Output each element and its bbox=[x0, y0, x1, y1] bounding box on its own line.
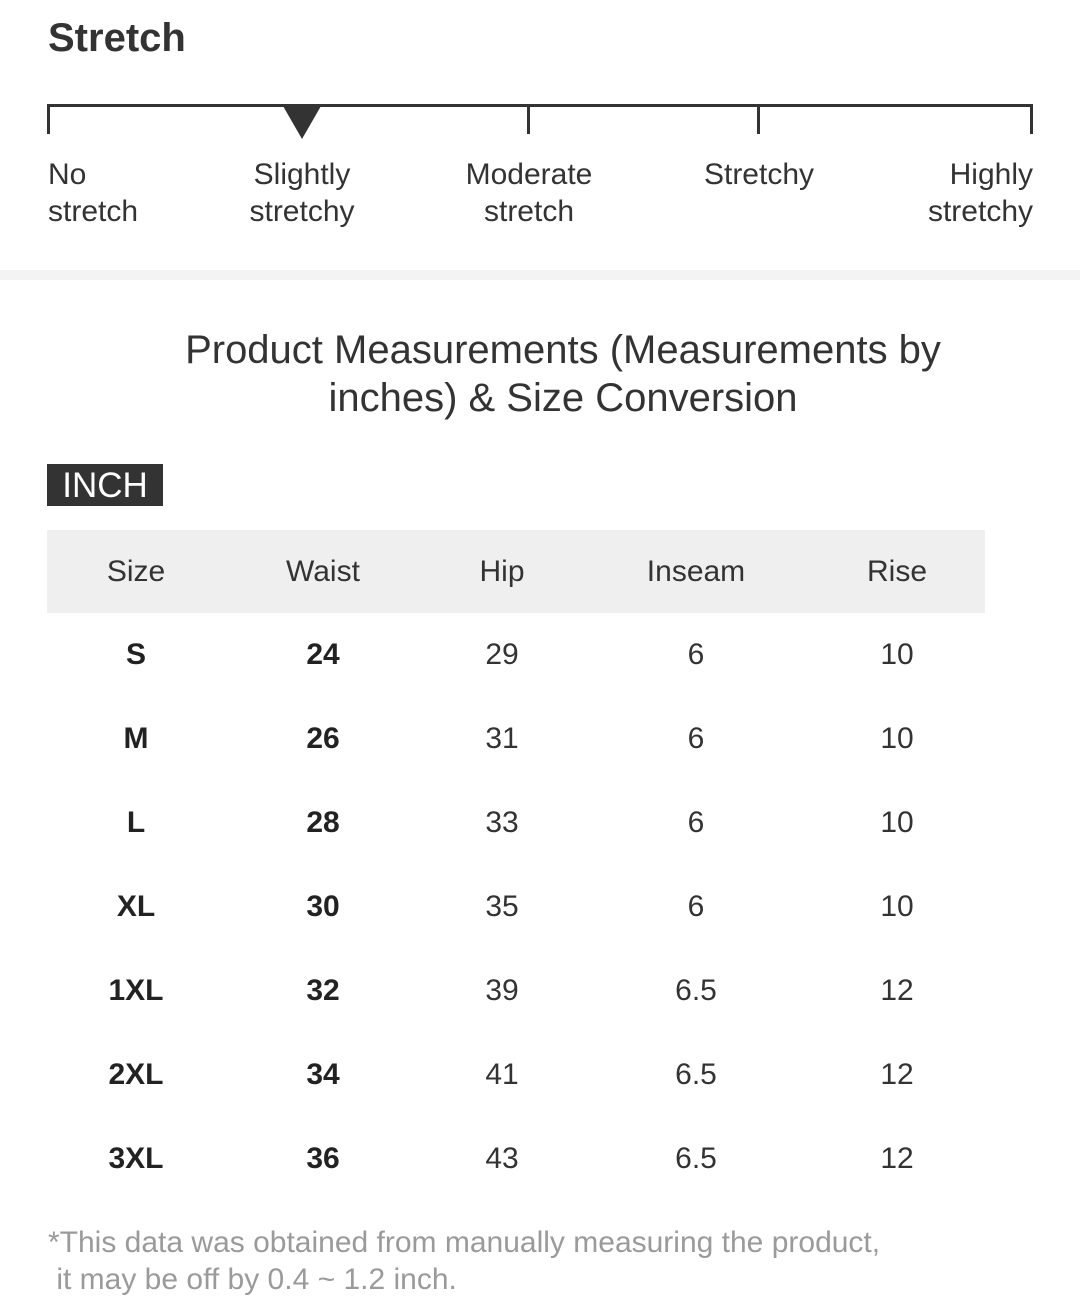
cell-rise: 10 bbox=[880, 890, 914, 923]
stretch-scale-tick bbox=[527, 104, 530, 134]
cell-inseam: 6 bbox=[687, 722, 705, 755]
cell-hip: 31 bbox=[485, 722, 519, 755]
cell-rise: 12 bbox=[880, 974, 914, 1007]
cell-size: XL bbox=[116, 890, 156, 923]
table-header-row bbox=[47, 530, 985, 613]
cell-waist: 24 bbox=[306, 638, 340, 671]
cell-rise: 10 bbox=[880, 722, 914, 755]
table-row bbox=[47, 697, 985, 781]
cell-inseam: 6 bbox=[687, 890, 705, 923]
cell-waist: 36 bbox=[306, 1142, 340, 1175]
cell-hip: 33 bbox=[485, 806, 519, 839]
size-table bbox=[47, 530, 985, 1201]
stretch-label-moderate-stretch: Moderate stretch bbox=[465, 158, 593, 228]
stretch-label-no-stretch: No stretch bbox=[48, 158, 139, 228]
cell-rise: 10 bbox=[880, 638, 914, 671]
cell-hip: 35 bbox=[485, 890, 519, 923]
stretch-label-highly-stretchy: Highly stretchy bbox=[927, 158, 1033, 228]
cell-size: S bbox=[125, 638, 146, 671]
stretch-title: Stretch bbox=[48, 16, 186, 60]
column-header-inseam: Inseam bbox=[583, 530, 809, 613]
cell-hip: 41 bbox=[485, 1058, 519, 1091]
cell-hip: 39 bbox=[485, 974, 519, 1007]
table-row bbox=[47, 1033, 985, 1117]
cell-waist: 28 bbox=[306, 806, 340, 839]
cell-size: 2XL bbox=[108, 1058, 164, 1091]
stretch-label-stretchy: Stretchy bbox=[703, 158, 815, 191]
stretch-selected-marker-icon bbox=[283, 106, 321, 139]
measurements-title: Product Measurements (Measurements by inches) & Size Conversion bbox=[185, 328, 941, 420]
column-header-hip: Hip bbox=[421, 530, 583, 613]
cell-inseam: 6.5 bbox=[675, 1058, 717, 1091]
cell-inseam: 6.5 bbox=[675, 974, 717, 1007]
section-divider bbox=[0, 270, 1080, 280]
stretch-scale-tick bbox=[1030, 104, 1033, 134]
cell-inseam: 6 bbox=[687, 638, 705, 671]
stretch-scale-line bbox=[48, 104, 1033, 107]
cell-rise: 12 bbox=[880, 1142, 914, 1175]
cell-size: 1XL bbox=[108, 974, 164, 1007]
cell-rise: 12 bbox=[880, 1058, 914, 1091]
stretch-label-slightly-stretchy: Slightly stretchy bbox=[249, 158, 355, 228]
cell-waist: 34 bbox=[306, 1058, 340, 1091]
table-row bbox=[47, 949, 985, 1033]
cell-hip: 43 bbox=[485, 1142, 519, 1175]
cell-rise: 10 bbox=[880, 806, 914, 839]
cell-size: M bbox=[123, 722, 149, 755]
column-header-size: Size bbox=[47, 530, 225, 613]
column-header-waist: Waist bbox=[225, 530, 421, 613]
stretch-scale-tick bbox=[757, 104, 760, 134]
column-header-rise: Rise bbox=[809, 530, 985, 613]
cell-waist: 32 bbox=[306, 974, 340, 1007]
cell-waist: 30 bbox=[306, 890, 340, 923]
cell-waist: 26 bbox=[306, 722, 340, 755]
cell-size: L bbox=[126, 806, 146, 839]
cell-size: 3XL bbox=[108, 1142, 164, 1175]
measurement-footnote: *This data was obtained from manually measuring the product, it may be off by 0.4 ~ 1.2 inch. bbox=[48, 1226, 881, 1296]
unit-badge: INCH bbox=[47, 464, 163, 506]
stretch-scale-tick bbox=[47, 104, 50, 134]
cell-inseam: 6.5 bbox=[675, 1142, 717, 1175]
table-row bbox=[47, 613, 985, 697]
table-row bbox=[47, 865, 985, 949]
table-row bbox=[47, 1117, 985, 1201]
cell-inseam: 6 bbox=[687, 806, 705, 839]
table-row bbox=[47, 781, 985, 865]
cell-hip: 29 bbox=[485, 638, 519, 671]
